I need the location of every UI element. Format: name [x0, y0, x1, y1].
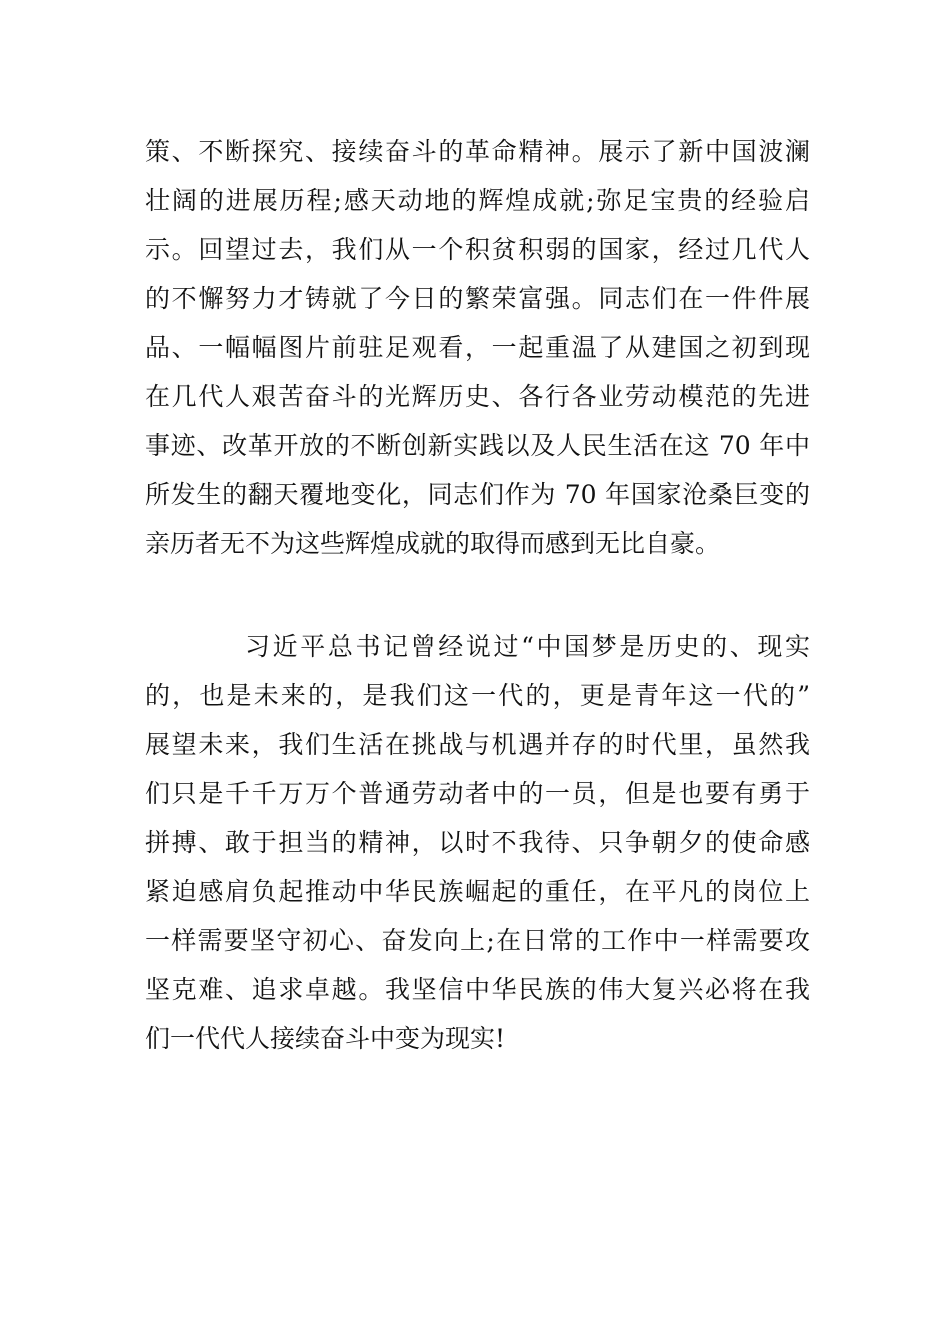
paragraph-line: 的不懈努力才铸就了今日的繁荣富强。同志们在一件件展	[145, 284, 810, 313]
paragraph-line: 策、不断探究、接续奋斗的革命精神。展示了新中国波澜	[145, 137, 810, 166]
paragraph-line: 展望未来，我们生活在挑战与机遇并存的时代里，虽然我	[145, 730, 810, 759]
paragraph-line: 品、一幅幅图片前驻足观看，一起重温了从建国之初到现	[145, 333, 810, 362]
paragraph-line: 们一代代人接续奋斗中变为现实!	[145, 1024, 506, 1053]
paragraph-line: 示。回望过去，我们从一个积贫积弱的国家，经过几代人	[145, 235, 810, 264]
paragraph-line: 一样需要坚守初心、奋发向上;在日常的工作中一样需要攻	[145, 926, 810, 955]
paragraph-2	[145, 622, 810, 1063]
paragraph-line: 习近平总书记曾经说过“中国梦是历史的、现实	[245, 632, 810, 661]
paragraph-line: 拼搏、敢于担当的精神，以时不我待、只争朝夕的使命感	[145, 828, 810, 857]
paragraph-line: 壮阔的进展历程;感天动地的辉煌成就;弥足宝贵的经验启	[145, 186, 810, 215]
paragraph-line: 亲历者无不为这些辉煌成就的取得而感到无比自豪。	[145, 529, 721, 558]
paragraph-line: 坚克难、追求卓越。我坚信中华民族的伟大复兴必将在我	[145, 975, 810, 1004]
paragraph-line: 所发生的翻天覆地变化，同志们作为 70 年国家沧桑巨变的	[145, 480, 810, 509]
paragraph-1	[145, 127, 810, 568]
paragraph-line: 紧迫感肩负起推动中华民族崛起的重任，在平凡的岗位上	[145, 877, 810, 906]
paragraph-line: 的，也是未来的，是我们这一代的，更是青年这一代的”	[145, 681, 810, 710]
paragraph-line: 们只是千千万万个普通劳动者中的一员，但是也要有勇于	[145, 779, 810, 808]
paragraph-line: 在几代人艰苦奋斗的光辉历史、各行各业劳动模范的先进	[145, 382, 810, 411]
paragraph-line: 事迹、改革开放的不断创新实践以及人民生活在这 70 年中	[145, 431, 810, 460]
